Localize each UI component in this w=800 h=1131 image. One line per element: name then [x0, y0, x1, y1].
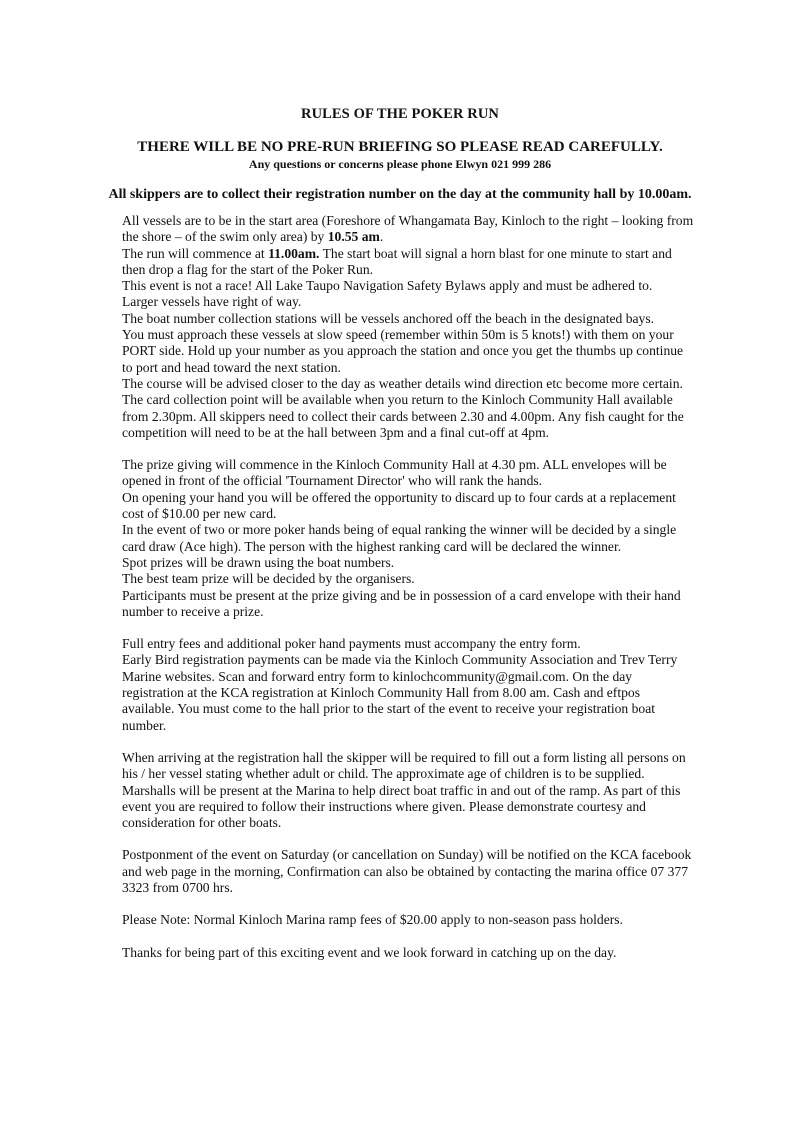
contact-line: Any questions or concerns please phone Elwyn 021 999 286 — [248, 157, 552, 171]
document-title: RULES OF THE POKER RUN — [301, 106, 499, 122]
course-paragraph: The course will be advised closer to the day as weather details wind direction etc become more certain. — [122, 375, 683, 391]
right-of-way-paragraph: Larger vessels have right of way. — [122, 294, 302, 310]
not-race-paragraph: This event is not a race! All Lake Taupo Navigation Safety Bylaws apply and must be adhered to. — [122, 278, 653, 294]
card-collection-paragraph: The card collection point will be available when you return to the Kinloch Community Hall available from 2.30pm. All skippers need to collect their cards between 2.30 and 4.00pm. Any fish caught for the competition will need to be at the hall between 3pm and a final cut-off at 4pm. — [122, 392, 684, 440]
prize-giving-paragraph: The prize giving will commence in the Kinloch Community Hall at 4.30 pm. ALL envelopes will be opened in front of the official 'Tournament Director' who will rank the hands. — [122, 457, 667, 489]
present-paragraph: Participants must be present at the prize giving and be in possession of a card envelope with their hand number to receive a prize. — [122, 587, 681, 619]
start-area-paragraph — [122, 213, 694, 246]
best-team-paragraph: The best team prize will be decided by the organisers. — [122, 571, 415, 587]
tie-paragraph: In the event of two or more poker hands being of equal ranking the winner will be decided by a single card draw (Ace high). The person with the highest ranking card will be declared the winner. — [122, 522, 677, 554]
commence-text: The run will commence at — [122, 245, 269, 261]
fees-paragraph: Full entry fees and additional poker hand payments must accompany the entry form. — [122, 636, 581, 652]
start-time: 10.55 am — [327, 229, 380, 245]
start-area-end: . — [379, 229, 384, 245]
thanks-paragraph: Thanks for being part of this exciting event and we look forward in catching up on the day. — [122, 944, 617, 960]
commence-time: 11.00am. — [268, 245, 320, 261]
arrival-form-paragraph: When arriving at the registration hall the skipper will be required to fill out a form listing all persons on his / her vessel stating whether adult or child. The approximate age of children is to be supplied. — [122, 749, 686, 782]
commence-detail: The start boat will signal a horn blast for one minute to start and then drop a flag for the start of the Poker Run. — [122, 245, 672, 277]
document-subtitle: THERE WILL BE NO PRE-RUN BRIEFING SO PLEASE READ CAREFULLY. — [137, 139, 663, 155]
start-area-text: All vessels are to be in the start area (Foreshore of Whangamata Bay, Kinloch to the right – looking from the shore – of the swim only area) by — [122, 213, 694, 245]
document-body — [122, 213, 694, 961]
postponement-paragraph: Postponment of the event on Saturday (or cancellation on Sunday) will be notified on the KCA facebook and web page in the morning, Confirmation can also be obtained by contacting the marina office 07 377 3323 from 0700 hrs. — [122, 847, 692, 895]
approach-paragraph: You must approach these vessels at slow speed (remember within 50m is 5 knots!) with them on your PORT side. Hold up your number as you approach the station and once you get the thumbs up continue to port and head toward the next station. — [122, 327, 684, 375]
discard-paragraph: On opening your hand you will be offered the opportunity to discard up to four cards at a replacement cost of $10.00 per new card. — [122, 489, 676, 522]
stations-paragraph: The boat number collection stations will be vessels anchored off the beach in the designated bays. — [122, 310, 655, 326]
commence-paragraph — [122, 246, 694, 279]
collect-notice: All skippers are to collect their registration number on the day at the community hall by 10.00am. — [108, 187, 692, 202]
spot-prizes-paragraph: Spot prizes will be drawn using the boat numbers. — [122, 554, 395, 570]
ramp-fees-note: Please Note: Normal Kinloch Marina ramp fees of $20.00 apply to non-season pass holders. — [122, 912, 623, 928]
early-bird-paragraph: Early Bird registration payments can be made via the Kinloch Community Association and Trev Terry Marine websites. Scan and forward entry form to kinlochcommunity@gmail.com. On the day registration at the KCA registration at Kinloch Community Hall from 8.00 am. Cash and eftpos available. You must come to the hall prior to the start of the event to receive your registration boat number. — [122, 652, 678, 733]
marshalls-paragraph: Marshalls will be present at the Marina to help direct boat traffic in and out of the ramp. As part of this event you are required to follow their instructions where given. Please demonstrate courtesy and consideration for other boats. — [122, 782, 681, 831]
